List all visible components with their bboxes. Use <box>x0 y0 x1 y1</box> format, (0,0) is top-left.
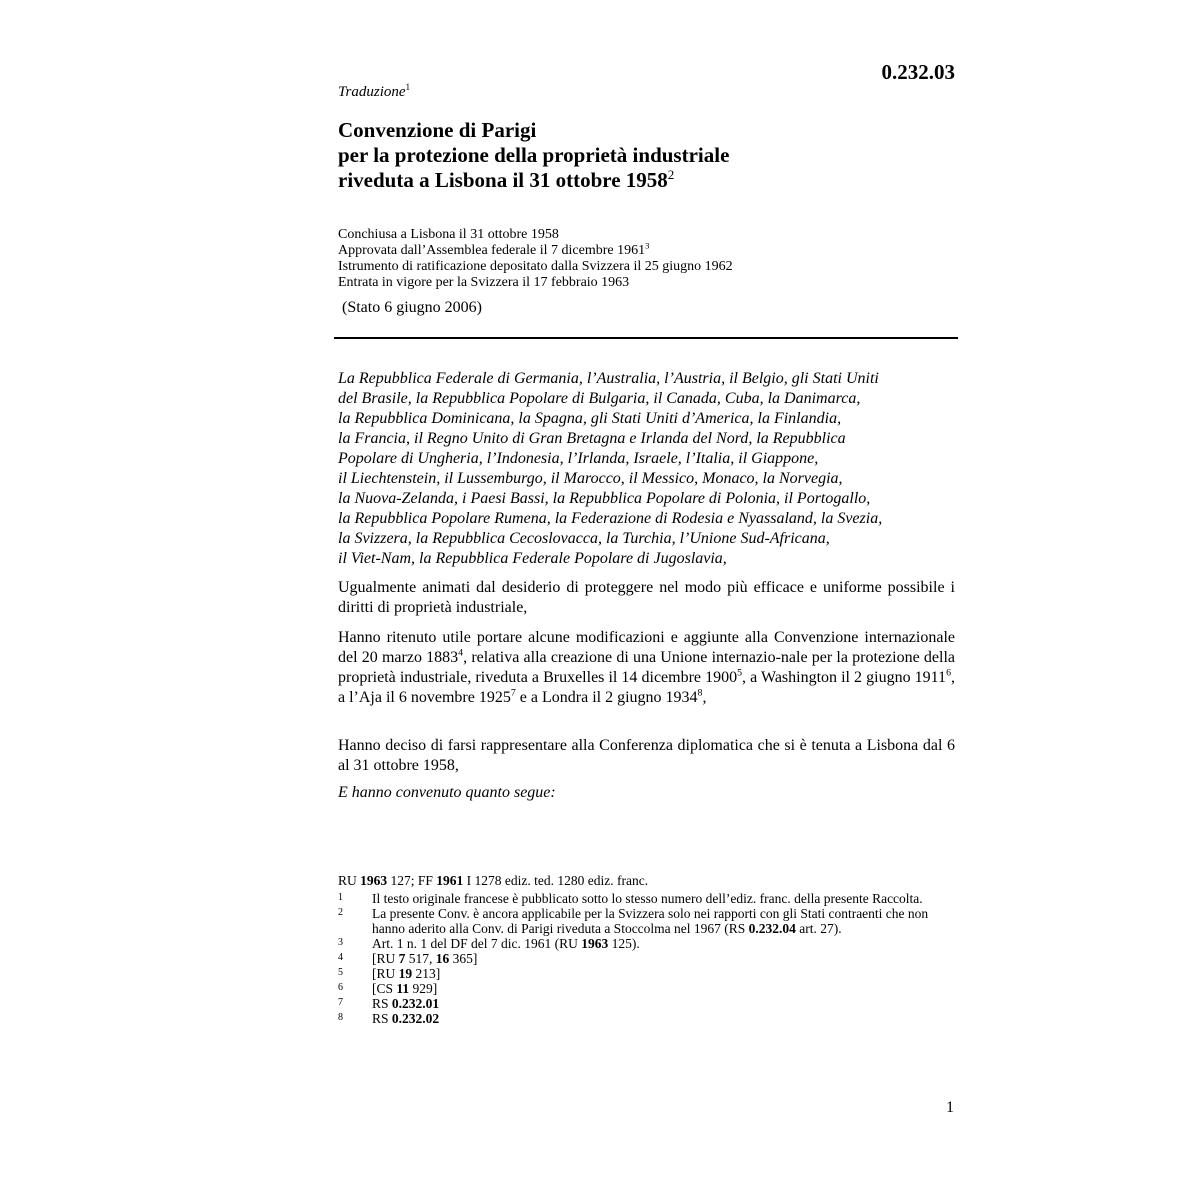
footnote-item <box>338 996 958 1011</box>
footnote-text-bold: 0.232.04 <box>748 921 796 936</box>
parties-line: la Repubblica Dominicana, la Spagna, gli Stati Uniti d’America, la Finlandia, <box>338 410 842 427</box>
footnote-ref-3: 3 <box>645 240 650 251</box>
footnote-text-part: RS <box>372 996 392 1011</box>
p2-text-b: , relativa alla creazione di una Unione internazio-nale per la protezione della proprietà industriale, riveduta a Bruxelles il 14 dicembre 1900 <box>338 649 956 686</box>
preamble-paragraph-3: Hanno deciso di farsi rappresentare alla Conferenza diplomatica che si è tenuta a Lisbona dal 6 al 31 ottobre 1958, <box>338 737 955 774</box>
parties-line: il Viet-Nam, la Repubblica Federale Popolare di Jugoslavia, <box>338 550 727 567</box>
preamble-paragraph-2 <box>338 628 955 708</box>
footnote-text-bold: 7 <box>398 951 406 966</box>
footnote-text-part: 365] <box>449 951 478 966</box>
footnote-text-bold: 1963 <box>581 936 609 951</box>
parties-line: La Repubblica Federale di Germania, l’Australia, l’Austria, il Belgio, gli Stati Uniti <box>338 370 879 387</box>
footnote-item <box>338 1011 958 1026</box>
footnote-item <box>338 981 958 996</box>
footnote-text-part: 125). <box>608 936 640 951</box>
footnote-text-part: art. 27). <box>795 921 842 936</box>
footnote-text-bold: 0.232.02 <box>391 1011 440 1026</box>
preamble-paragraph-1: Ugualmente animati dal desiderio di proteggere nel modo più efficace e uniforme possibile i diritti di proprietà industriale, <box>338 579 955 616</box>
footnote-number: 4 <box>338 952 343 963</box>
source-ru-year: 1963 <box>360 873 388 888</box>
footnote-text-part: [RU <box>372 951 399 966</box>
footnote-item <box>338 966 958 981</box>
footnote-ref-5: 5 <box>737 667 743 679</box>
p2-text-a: Hanno ritenuto utile portare alcune modificazioni e aggiunte alla Convenzione internazionale del 20 marzo 1883 <box>338 629 955 666</box>
translation-label <box>338 84 410 101</box>
footnote-text-part: Art. 1 n. 1 del DF del 7 dic. 1961 (RU <box>372 936 582 951</box>
footnote-item <box>338 906 958 936</box>
meta-approvata <box>338 240 733 259</box>
footnote-text <box>372 981 958 996</box>
meta-conchiusa: Conchiusa a Lisbona il 31 ottobre 1958 <box>338 227 559 242</box>
footnote-number: 1 <box>338 892 343 903</box>
parties-line: la Repubblica Popolare Rumena, la Federazione di Rodesia e Nyassaland, la Svezia, <box>338 510 883 527</box>
source-ru-label: RU <box>338 873 361 888</box>
footnote-text-part: La presente Conv. è ancora applicabile per la Svizzera solo nei rapporti con gli Stati contraenti che non hanno aderito alla Conv. di Parigi riveduta a Stoccolma nel 1967 (RS <box>372 906 929 936</box>
meta-entrata: Entrata in vigore per la Svizzera il 17 febbraio 1963 <box>338 275 630 290</box>
p2-text-e: e a Londra il 2 giugno 1934 <box>515 689 698 706</box>
parties-line: del Brasile, la Repubblica Popolare di Bulgaria, il Canada, Cuba, la Danimarca, <box>338 390 861 407</box>
preamble-parties <box>338 369 955 569</box>
footnote-text-part: RS <box>372 1011 392 1026</box>
footnote-ref-1: 1 <box>405 83 411 93</box>
footnote-text-bold: 0.232.01 <box>391 996 440 1011</box>
footnote-number: 5 <box>338 967 343 978</box>
preamble-paragraph-4: E hanno convenuto quanto segue: <box>338 784 556 801</box>
footnote-text <box>372 966 958 981</box>
footnote-text-part: 517, <box>405 951 436 966</box>
title-line-3-text: riveduta a Lisbona il 31 ottobre 1958 <box>338 168 668 192</box>
footnote-number: 7 <box>338 997 343 1008</box>
footnote-text-part: [CS <box>372 981 397 996</box>
footnote-text <box>372 936 958 951</box>
horizontal-divider <box>334 337 958 339</box>
footnote-text <box>372 996 958 1011</box>
page-number: 1 <box>946 1099 954 1116</box>
footnote-text-bold: 16 <box>435 951 450 966</box>
meta-approvata-text: Approvata dall’Assemblea federale il 7 dicembre 1961 <box>338 243 646 258</box>
sr-number: 0.232.03 <box>881 60 955 84</box>
document-metadata <box>338 227 733 291</box>
footnote-item <box>338 936 958 951</box>
source-rest: I 1278 ediz. ted. 1280 ediz. franc. <box>463 873 649 888</box>
title-line-2: per la protezione della proprietà industriale <box>338 143 730 167</box>
parties-line: la Francia, il Regno Unito di Gran Bretagna e Irlanda del Nord, la Repubblica <box>338 430 846 447</box>
footnote-text-part: 213] <box>412 966 441 981</box>
title-line-3 <box>338 168 729 193</box>
footnote-source <box>338 873 958 888</box>
footnote-number: 2 <box>338 907 343 918</box>
translation-label-text: Traduzione <box>338 84 406 100</box>
footnote-ref-7: 7 <box>510 687 516 699</box>
footnote-item <box>338 951 958 966</box>
footnote-text <box>372 951 958 966</box>
parties-line: la Nuova-Zelanda, i Paesi Bassi, la Repubblica Popolare di Polonia, il Portogallo, <box>338 490 871 507</box>
footnote-text-bold: 11 <box>396 981 410 996</box>
parties-line: il Liechtenstein, il Lussemburgo, il Marocco, il Messico, Monaco, la Norvegia, <box>338 470 843 487</box>
footnote-item <box>338 891 958 906</box>
footnote-text-part: 929] <box>409 981 438 996</box>
footnote-number: 8 <box>338 1012 343 1023</box>
footnote-text <box>372 906 958 936</box>
footnotes-section <box>338 873 958 1026</box>
footnote-ref-2: 2 <box>667 167 675 182</box>
title-line-1: Convenzione di Parigi <box>338 118 537 142</box>
footnote-ref-4: 4 <box>458 647 464 659</box>
footnote-ref-6: 6 <box>946 667 952 679</box>
meta-istrumento: Istrumento di ratificazione depositato dalla Svizzera il 25 giugno 1962 <box>338 259 733 274</box>
parties-line: la Svizzera, la Repubblica Cecoslovacca, la Turchia, l’Unione Sud-Africana, <box>338 530 830 547</box>
footnote-number: 6 <box>338 982 343 993</box>
footnote-text-bold: 19 <box>398 966 413 981</box>
p2-text-f: , <box>702 689 707 706</box>
footnote-text-part: [RU <box>372 966 399 981</box>
footnote-text <box>372 1011 958 1026</box>
source-ff-year: 1961 <box>436 873 464 888</box>
footnote-ref-8: 8 <box>697 687 703 699</box>
parties-line: Popolare di Ungheria, l’Indonesia, l’Irlanda, Israele, l’Italia, il Giappone, <box>338 450 819 467</box>
footnote-number: 3 <box>338 937 343 948</box>
status-date: (Stato 6 giugno 2006) <box>342 299 482 316</box>
footnote-text: Il testo originale francese è pubblicato sotto lo stesso numero dell’ediz. franc. della presente Raccolta. <box>372 891 923 906</box>
p2-text-c: , a Washington il 2 giugno 1911 <box>742 669 947 686</box>
p2-text-d: , a l’Aja il 6 novembre 1925 <box>338 669 956 706</box>
source-ru-page: 127; FF <box>387 873 437 888</box>
document-title <box>338 118 729 193</box>
